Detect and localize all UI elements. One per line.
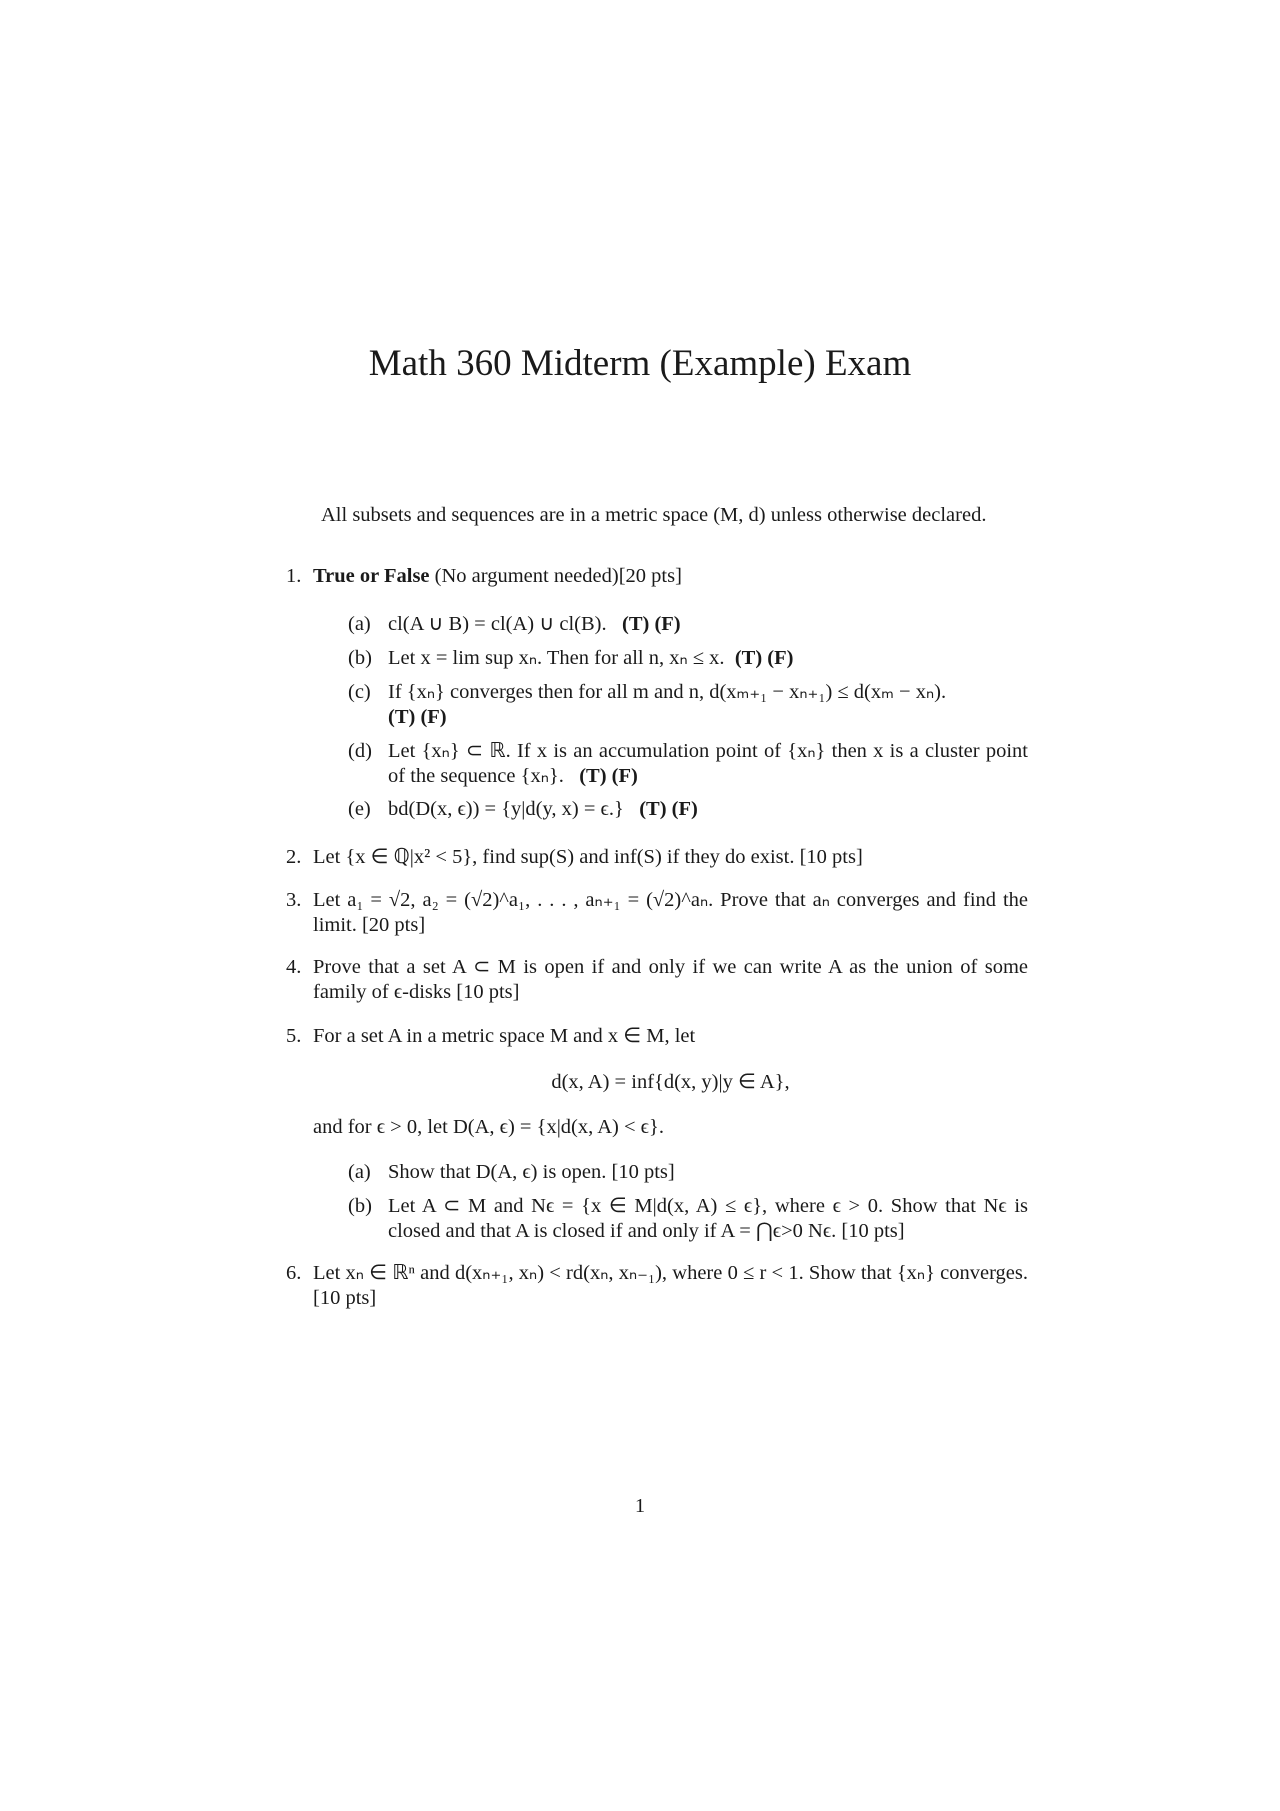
question-1-rest: (No argument needed)[20 pts] (434, 565, 682, 587)
part-label: (b) (348, 647, 372, 669)
q1-part-c (348, 680, 1028, 730)
part-label: (b) (348, 1195, 372, 1217)
q5-part-b (348, 1194, 1028, 1244)
q1-part-b (348, 646, 1028, 671)
question-number: 5. (286, 1025, 302, 1047)
question-number: 6. (286, 1262, 302, 1284)
part-text: If {xₙ} converges then for all m and n, d(xₘ₊₁ − xₙ₊₁) ≤ d(xₘ − xₙ). (388, 681, 947, 703)
page-number: 1 (634, 1495, 646, 1517)
part-label: (a) (348, 613, 371, 635)
part-text: bd(D(x, ϵ)) = {y|d(y, x) = ϵ.} (388, 798, 624, 820)
part-label: (e) (348, 798, 371, 820)
question-number: 2. (286, 846, 302, 868)
question-number: 3. (286, 889, 302, 911)
question-text: Let a₁ = √2, a₂ = (√2)^a₁, . . . , aₙ₊₁ = (√2)^aₙ. Prove that aₙ converges and find the limit. [20 pts] (313, 889, 1028, 936)
true-false-options: (T) (F) (388, 706, 447, 728)
intro-paragraph: All subsets and sequences are in a metric space (M, d) unless otherwise declared. (321, 504, 987, 526)
question-text: Let {x ∈ ℚ|x² < 5}, find sup(S) and inf(S) if they do exist. [10 pts] (313, 846, 863, 868)
question-text: Let xₙ ∈ ℝⁿ and d(xₙ₊₁, xₙ) < rd(xₙ, xₙ₋₁), where 0 ≤ r < 1. Show that {xₙ} converges. [10 pts] (313, 1262, 1028, 1309)
part-text: Let {xₙ} ⊂ ℝ. If x is an accumulation point of {xₙ} then x is a cluster point of the sequence {xₙ}. (388, 740, 1028, 787)
question-4 (286, 955, 1028, 1005)
question-1-bold: True or False (313, 565, 430, 587)
part-text: Let x = lim sup xₙ. Then for all n, xₙ ≤ x. (388, 647, 725, 669)
question-2 (286, 845, 1028, 870)
part-label: (c) (348, 681, 371, 703)
true-false-options: (T) (F) (639, 798, 698, 820)
display-equation: d(x, A) = inf{d(x, y)|y ∈ A}, (551, 1071, 790, 1093)
part-text: Show that D(A, ϵ) is open. [10 pts] (388, 1161, 675, 1183)
part-text: Let A ⊂ M and Nϵ = {x ∈ M|d(x, A) ≤ ϵ}, where ϵ > 0. Show that Nϵ is closed and that A is closed if and only if A = ⋂ϵ>0 Nϵ. [10 pts] (388, 1195, 1028, 1242)
q1-part-a (348, 612, 1028, 637)
question-3 (286, 888, 1028, 938)
part-text: cl(A ∪ B) = cl(A) ∪ cl(B). (388, 613, 607, 635)
q1-part-e (348, 797, 1028, 822)
question-6 (286, 1261, 1028, 1311)
question-1 (286, 564, 1028, 589)
part-label: (a) (348, 1161, 371, 1183)
question-number: 4. (286, 956, 302, 978)
page-title: Math 360 Midterm (Example) Exam (368, 343, 912, 384)
part-label: (d) (348, 740, 372, 762)
question-text: Prove that a set A ⊂ M is open if and only if we can write A as the union of some family of ϵ-disks [10 pts] (313, 956, 1028, 1003)
question-5-continued: and for ϵ > 0, let D(A, ϵ) = {x|d(x, A) < ϵ}. (313, 1116, 664, 1138)
true-false-options: (T) (F) (579, 765, 638, 787)
question-number: 1. (286, 565, 302, 587)
question-5 (286, 1024, 1028, 1049)
q5-part-a (348, 1160, 1028, 1185)
q1-part-d (348, 739, 1028, 789)
true-false-options: (T) (F) (622, 613, 681, 635)
true-false-options: (T) (F) (734, 647, 794, 669)
question-text: For a set A in a metric space M and x ∈ M, let (313, 1025, 696, 1047)
